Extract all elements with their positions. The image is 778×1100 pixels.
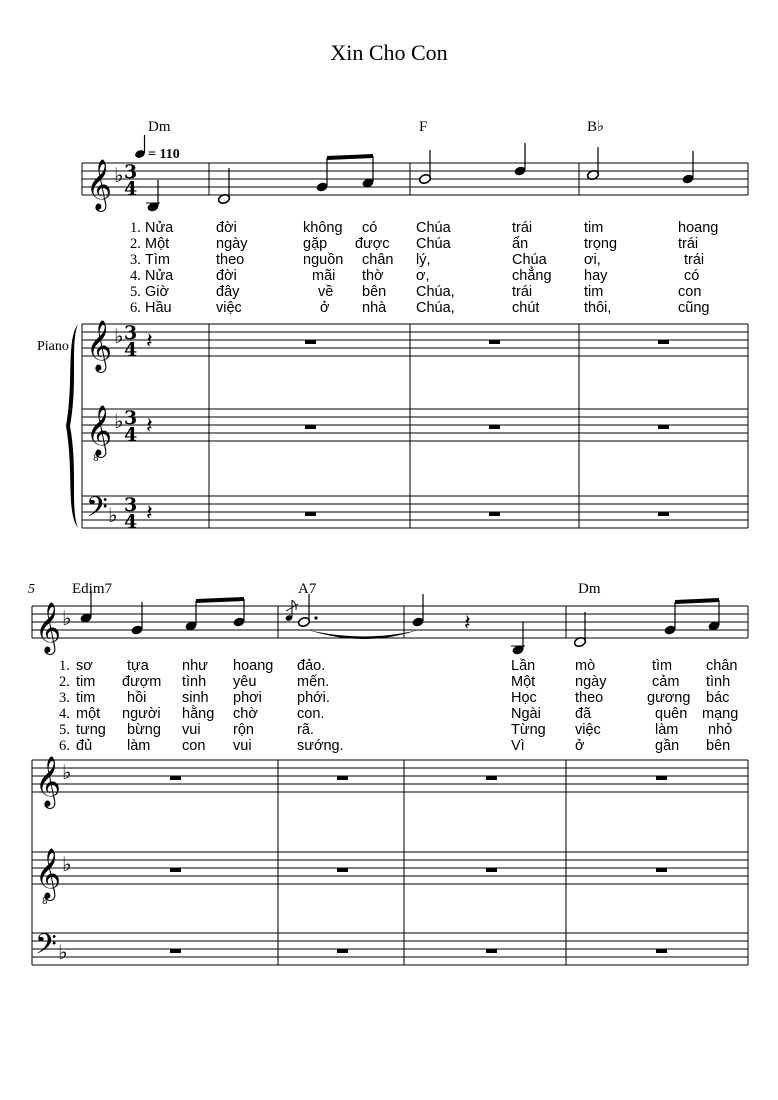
flat-icon: ♭: [58, 940, 68, 964]
lyric-syllable: đượm: [122, 674, 162, 690]
measure-number: 5: [28, 582, 35, 597]
tempo-text: = 110: [148, 147, 180, 162]
note: [411, 594, 424, 628]
time-signature: 3: [124, 494, 138, 516]
svg-text:4: 4: [124, 178, 138, 200]
lyric-syllable: bác: [706, 690, 730, 706]
time-signature: 3: [124, 407, 138, 429]
lyric-syllable: Nửa: [145, 220, 174, 236]
lyric-syllable: trái: [684, 252, 705, 268]
time-signature: 4: [124, 339, 138, 361]
lyrics-block: [130, 220, 718, 316]
lyric-syllable: cũng: [678, 300, 710, 316]
lyric-syllable: rộn: [233, 722, 254, 738]
lyric-syllable: tim: [76, 690, 96, 706]
lyric-syllable: nhỏ: [708, 722, 733, 738]
lyrics-block: [59, 658, 738, 754]
lyric-syllable: về: [318, 284, 334, 300]
grace-note: [285, 600, 298, 622]
lyric-syllable: tình: [182, 674, 207, 690]
lyric-syllable: sơ: [76, 658, 93, 674]
verse-number: 2.: [59, 674, 70, 690]
chord-symbol: Dm: [578, 581, 601, 597]
lyric-syllable: Từng: [511, 722, 546, 738]
octave-mark: 8: [93, 454, 99, 464]
lyric-syllable: phơi: [233, 690, 262, 706]
note: [146, 180, 160, 213]
lyric-syllable: sinh: [182, 690, 209, 706]
treble-clef-icon: 𝄞: [86, 159, 113, 210]
lyric-syllable: Giờ: [145, 284, 170, 300]
lyric-syllable: chân: [706, 658, 738, 674]
lyric-syllable: đây: [216, 284, 240, 300]
lyric-syllable: bên: [706, 738, 731, 754]
verse-number: 4.: [59, 706, 70, 722]
lyric-syllable: con: [678, 284, 702, 300]
lyric-syllable: việc: [216, 300, 242, 316]
lyric-syllable: Chúa: [512, 252, 547, 268]
note-beam-group: [184, 599, 245, 632]
verse-number: 1.: [130, 220, 141, 236]
treble-clef-icon: 𝄞: [86, 405, 113, 456]
note: [681, 151, 694, 185]
lyric-syllable: tìm: [652, 658, 673, 674]
quarter-rest-icon: 𝄽: [146, 329, 153, 354]
time-signature: [124, 161, 137, 200]
lyric-syllable: tim: [76, 674, 96, 690]
lyric-syllable: Chúa: [416, 236, 451, 252]
lyric-syllable: Chúa: [416, 220, 451, 236]
lyric-syllable: ẩn: [512, 236, 529, 252]
lyric-syllable: thờ: [362, 268, 384, 284]
lyric-syllable: nhà: [362, 300, 387, 316]
flat-icon: ♭: [114, 409, 124, 433]
lyric-syllable: hoang: [233, 658, 274, 674]
tempo-marking: [134, 135, 180, 162]
time-signature: 4: [124, 511, 138, 533]
lyric-syllable: mò: [575, 658, 596, 674]
lyric-syllable: gương: [647, 690, 691, 706]
flat-icon: ♭: [62, 852, 72, 876]
chord-symbol: F: [419, 119, 428, 135]
chord-symbol: A7: [298, 581, 317, 597]
lyric-syllable: làm: [127, 738, 151, 754]
verse-number: 5.: [59, 722, 70, 738]
piano-brace-icon: [66, 324, 78, 528]
treble-clef-icon: 𝄞: [86, 320, 113, 371]
lyric-syllable: lý,: [416, 252, 431, 268]
page-title: Xin Cho Con: [330, 40, 448, 65]
flat-icon: ♭: [62, 606, 72, 630]
lyric-syllable: gặp: [303, 236, 328, 252]
lyric-syllable: chờ: [233, 706, 258, 722]
lyric-syllable: không: [303, 220, 343, 236]
chord-symbol: B♭: [587, 119, 605, 135]
flat-icon: ♭: [62, 760, 72, 784]
verse-number: 4.: [130, 268, 141, 284]
lyric-syllable: hồi: [127, 690, 147, 706]
lyric-syllable: Học: [511, 690, 537, 706]
whole-rest-icon: [170, 776, 667, 953]
lyric-syllable: có: [362, 220, 378, 236]
lyric-syllable: mạng: [702, 706, 739, 722]
piano-treble-staff: [82, 324, 748, 356]
lyric-syllable: thôi,: [584, 300, 612, 316]
note: [586, 147, 599, 181]
lyric-syllable: sướng.: [297, 738, 344, 754]
lyric-syllable: hay: [584, 268, 608, 284]
verse-number: 2.: [130, 236, 141, 252]
lyric-syllable: đảo.: [297, 658, 326, 674]
lyric-syllable: chút: [512, 300, 540, 316]
lyric-syllable: yêu: [233, 674, 257, 690]
lyric-syllable: chân: [362, 252, 394, 268]
treble-clef-icon: 𝄞: [35, 602, 62, 653]
system-2: [28, 581, 748, 968]
chord-symbol: Edim7: [72, 581, 112, 597]
octave-mark: 8: [42, 897, 48, 907]
lyric-syllable: tựa: [127, 658, 149, 674]
flat-icon: ♭: [114, 163, 124, 187]
lyric-syllable: trái: [512, 220, 533, 236]
lyric-syllable: người: [122, 706, 161, 722]
lyric-syllable: Vì: [511, 738, 525, 754]
svg-text:3: 3: [124, 161, 138, 183]
time-signature: 3: [124, 322, 138, 344]
lyric-syllable: như: [182, 658, 208, 674]
flat-icon: ♭: [114, 324, 124, 348]
verse-number: 5.: [130, 284, 141, 300]
bass-clef-icon: 𝄢: [86, 491, 108, 531]
lyric-syllable: tình: [706, 674, 731, 690]
lyric-syllable: nguồn: [303, 252, 344, 268]
verse-number: 6.: [59, 738, 70, 754]
lyric-syllable: việc: [575, 722, 601, 738]
chord-symbol: Dm: [148, 119, 171, 135]
lyric-syllable: hoang: [678, 220, 719, 236]
lyric-syllable: đời: [216, 268, 237, 284]
quarter-rest-icon: 𝄽: [146, 501, 153, 526]
lyric-syllable: Một: [145, 236, 170, 252]
lyric-syllable: mến.: [297, 674, 330, 690]
instrument-label: Piano: [37, 339, 69, 354]
lyric-syllable: ơi,: [584, 252, 601, 268]
lyric-syllable: tim: [584, 220, 604, 236]
lyric-syllable: Chúa,: [416, 300, 455, 316]
lyric-syllable: theo: [216, 252, 245, 268]
lyric-syllable: theo: [575, 690, 604, 706]
lyric-syllable: tim: [584, 284, 604, 300]
lyric-syllable: quên: [655, 706, 688, 722]
flat-icon: ♭: [108, 503, 118, 527]
piano-bass-staff: [32, 933, 748, 965]
treble-clef-icon: 𝄞: [35, 756, 62, 807]
lyric-syllable: làm: [655, 722, 679, 738]
lyric-syllable: trái: [512, 284, 533, 300]
piano-treble-staff: [32, 760, 748, 792]
note: [297, 594, 317, 628]
verse-number: 3.: [130, 252, 141, 268]
melody-staff: [82, 163, 748, 195]
lyric-syllable: ở: [575, 738, 585, 754]
lyric-syllable: mãi: [312, 268, 336, 284]
lyric-syllable: Hầu: [145, 300, 172, 316]
lyric-syllable: bên: [362, 284, 387, 300]
lyric-syllable: đủ: [76, 738, 93, 754]
lyric-syllable: được: [355, 236, 390, 252]
note: [513, 143, 526, 177]
piano-treble8-staff: [82, 409, 748, 441]
quarter-rest-icon: 𝄽: [146, 414, 153, 439]
lyric-syllable: đời: [216, 220, 237, 236]
lyric-syllable: một: [76, 706, 101, 722]
whole-rest-icon: [305, 340, 669, 516]
lyric-syllable: Tìm: [145, 252, 170, 268]
lyric-syllable: ngày: [575, 674, 607, 690]
treble-clef-icon: 𝄞: [35, 848, 62, 899]
lyric-syllable: con.: [297, 706, 325, 722]
lyric-syllable: ơ,: [416, 268, 430, 284]
piano-treble8-staff: [32, 852, 748, 884]
lyric-syllable: đã: [575, 706, 592, 722]
lyric-syllable: trái: [678, 236, 699, 252]
lyric-syllable: ở: [320, 300, 330, 316]
lyric-syllable: Nửa: [145, 268, 174, 284]
lyric-syllable: Lần: [511, 658, 536, 674]
time-signature: 4: [124, 424, 138, 446]
lyric-syllable: Chúa,: [416, 284, 455, 300]
note: [130, 602, 143, 636]
lyric-syllable: trọng: [584, 236, 618, 252]
lyric-syllable: Một: [511, 674, 536, 690]
lyric-syllable: ngày: [216, 236, 248, 252]
bass-clef-icon: 𝄢: [35, 928, 57, 968]
verse-number: 6.: [130, 300, 141, 316]
lyric-syllable: con: [182, 738, 206, 754]
lyric-syllable: hằng: [182, 706, 215, 722]
lyric-syllable: cảm: [652, 674, 680, 690]
lyric-syllable: rã.: [297, 722, 314, 738]
note: [418, 150, 431, 185]
verse-number: 1.: [59, 658, 70, 674]
lyric-syllable: chẳng: [512, 268, 552, 284]
lyric-syllable: tưng: [76, 722, 106, 738]
verse-number: 3.: [59, 690, 70, 706]
quarter-rest-icon: 𝄽: [464, 611, 471, 636]
lyric-syllable: vui: [182, 722, 201, 738]
note: [217, 168, 230, 205]
lyric-syllable: Ngài: [511, 706, 541, 722]
lyric-syllable: gần: [655, 738, 680, 754]
lyric-syllable: bừng: [127, 722, 161, 738]
lyric-syllable: phới.: [297, 690, 330, 706]
piano-bass-staff: [82, 496, 748, 528]
note: [511, 622, 525, 656]
lyric-syllable: có: [684, 268, 700, 284]
system-1: [37, 119, 748, 533]
lyric-syllable: vui: [233, 738, 252, 754]
